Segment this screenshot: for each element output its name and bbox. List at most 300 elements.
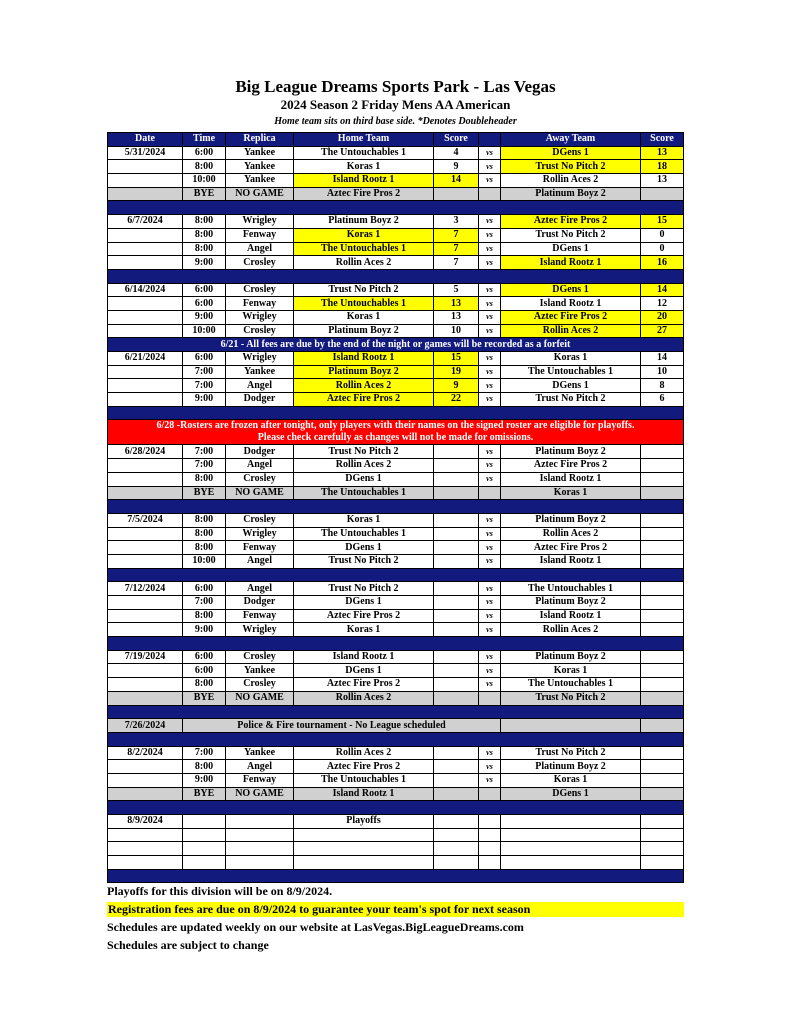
vs-label: vs <box>479 513 501 527</box>
empty-cell <box>641 719 684 733</box>
game-date <box>108 486 183 500</box>
field-name <box>226 815 294 829</box>
game-time: BYE <box>183 486 226 500</box>
away-score <box>641 623 684 637</box>
home-score <box>434 513 479 527</box>
home-score <box>434 828 479 842</box>
away-team: Island Rootz 1 <box>501 256 641 270</box>
home-score: 3 <box>434 215 479 229</box>
field-name: Yankee <box>226 160 294 174</box>
separator-row <box>108 637 684 651</box>
field-name: Crosley <box>226 256 294 270</box>
game-date <box>108 310 183 324</box>
home-team: The Untouchables 1 <box>294 527 434 541</box>
game-row <box>108 554 684 568</box>
game-time <box>183 815 226 829</box>
home-score: 7 <box>434 228 479 242</box>
header-row <box>108 133 684 147</box>
separator-row <box>108 732 684 746</box>
game-time: 7:00 <box>183 459 226 473</box>
away-team: The Untouchables 1 <box>501 365 641 379</box>
separator-row <box>108 201 684 215</box>
away-score: 6 <box>641 393 684 407</box>
field-name: NO GAME <box>226 187 294 201</box>
game-row <box>108 678 684 692</box>
game-time: 8:00 <box>183 228 226 242</box>
game-time: 9:00 <box>183 256 226 270</box>
vs-label <box>479 828 501 842</box>
home-team <box>294 842 434 856</box>
away-score <box>641 773 684 787</box>
col-away-team: Away Team <box>501 133 641 147</box>
game-time: 8:00 <box>183 678 226 692</box>
game-date: 8/9/2024 <box>108 815 183 829</box>
home-team: Rollin Aces 2 <box>294 379 434 393</box>
away-score: 10 <box>641 365 684 379</box>
away-score <box>641 527 684 541</box>
game-time: 7:00 <box>183 379 226 393</box>
home-team: Koras 1 <box>294 623 434 637</box>
vs-label: vs <box>479 596 501 610</box>
separator-cell <box>108 500 684 514</box>
home-team: The Untouchables 1 <box>294 773 434 787</box>
home-team: Aztec Fire Pros 2 <box>294 393 434 407</box>
away-team: DGens 1 <box>501 787 641 801</box>
game-date <box>108 393 183 407</box>
game-date <box>108 664 183 678</box>
home-score <box>434 596 479 610</box>
away-team <box>501 856 641 870</box>
away-score: 20 <box>641 310 684 324</box>
game-date: 6/14/2024 <box>108 283 183 297</box>
field-name: Dodger <box>226 596 294 610</box>
away-score <box>641 760 684 774</box>
home-team: Platinum Boyz 2 <box>294 365 434 379</box>
home-team: The Untouchables 1 <box>294 297 434 311</box>
away-score <box>641 445 684 459</box>
field-name: Fenway <box>226 228 294 242</box>
field-name: Wrigley <box>226 215 294 229</box>
game-time: 8:00 <box>183 215 226 229</box>
game-date: 6/28/2024 <box>108 445 183 459</box>
field-name: Angel <box>226 459 294 473</box>
vs-label: vs <box>479 146 501 160</box>
field-name: Fenway <box>226 297 294 311</box>
game-row <box>108 297 684 311</box>
away-team: Aztec Fire Pros 2 <box>501 541 641 555</box>
home-team: Aztec Fire Pros 2 <box>294 609 434 623</box>
vs-label: vs <box>479 393 501 407</box>
game-date <box>108 379 183 393</box>
home-score <box>434 472 479 486</box>
home-team: Trust No Pitch 2 <box>294 582 434 596</box>
away-team: DGens 1 <box>501 146 641 160</box>
home-score <box>434 187 479 201</box>
away-team: Platinum Boyz 2 <box>501 760 641 774</box>
home-score: 7 <box>434 242 479 256</box>
field-name: Fenway <box>226 773 294 787</box>
game-row <box>108 459 684 473</box>
away-score <box>641 187 684 201</box>
vs-label: vs <box>479 324 501 338</box>
field-name: Wrigley <box>226 310 294 324</box>
away-team: Trust No Pitch 2 <box>501 160 641 174</box>
away-score <box>641 472 684 486</box>
game-row <box>108 596 684 610</box>
col-vs <box>479 133 501 147</box>
schedule-note: Home team sits on third base side. *Denotes Doubleheader <box>274 116 517 127</box>
game-row <box>108 310 684 324</box>
away-score: 13 <box>641 146 684 160</box>
game-time: 9:00 <box>183 393 226 407</box>
away-score <box>641 815 684 829</box>
away-score: 14 <box>641 352 684 366</box>
home-score <box>434 678 479 692</box>
game-date <box>108 365 183 379</box>
game-date: 7/5/2024 <box>108 513 183 527</box>
home-team: The Untouchables 1 <box>294 146 434 160</box>
away-score <box>641 596 684 610</box>
tournament-text: Police & Fire tournament - No League scheduled <box>183 719 501 733</box>
roster-alert <box>108 420 684 445</box>
game-time: 10:00 <box>183 554 226 568</box>
vs-label <box>479 842 501 856</box>
game-date <box>108 554 183 568</box>
game-time: 6:00 <box>183 650 226 664</box>
home-team: Aztec Fire Pros 2 <box>294 760 434 774</box>
separator-cell <box>108 269 684 283</box>
game-time <box>183 842 226 856</box>
separator-cell <box>108 801 684 815</box>
game-row <box>108 609 684 623</box>
home-team: DGens 1 <box>294 664 434 678</box>
home-score: 5 <box>434 283 479 297</box>
away-team: Platinum Boyz 2 <box>501 187 641 201</box>
home-score: 10 <box>434 324 479 338</box>
game-date <box>108 760 183 774</box>
home-score <box>434 459 479 473</box>
away-score <box>641 828 684 842</box>
vs-label: vs <box>479 174 501 188</box>
home-team <box>294 828 434 842</box>
home-score <box>434 842 479 856</box>
vs-label: vs <box>479 445 501 459</box>
home-score: 4 <box>434 146 479 160</box>
col-date: Date <box>108 133 183 147</box>
game-time: 6:00 <box>183 283 226 297</box>
vs-label: vs <box>479 678 501 692</box>
away-score <box>641 787 684 801</box>
away-score <box>641 678 684 692</box>
away-team: Trust No Pitch 2 <box>501 228 641 242</box>
field-name <box>226 842 294 856</box>
away-score <box>641 746 684 760</box>
vs-label: vs <box>479 160 501 174</box>
game-row <box>108 256 684 270</box>
field-name: Angel <box>226 554 294 568</box>
page-subtitle: 2024 Season 2 Friday Mens AA American <box>280 97 511 112</box>
page-title: Big League Dreams Sports Park - Las Vegas <box>235 77 556 96</box>
vs-label <box>479 691 501 705</box>
game-time: 6:00 <box>183 297 226 311</box>
home-team: Koras 1 <box>294 228 434 242</box>
away-score <box>641 650 684 664</box>
away-team: Platinum Boyz 2 <box>501 445 641 459</box>
away-team: Trust No Pitch 2 <box>501 393 641 407</box>
game-date <box>108 541 183 555</box>
vs-label <box>479 856 501 870</box>
away-score <box>641 664 684 678</box>
home-score: 22 <box>434 393 479 407</box>
vs-label <box>479 486 501 500</box>
game-date <box>108 242 183 256</box>
home-team: Trust No Pitch 2 <box>294 283 434 297</box>
separator-row <box>108 269 684 283</box>
home-team: Trust No Pitch 2 <box>294 445 434 459</box>
game-date: 6/21/2024 <box>108 352 183 366</box>
game-time: 8:00 <box>183 527 226 541</box>
game-date <box>108 187 183 201</box>
field-name: Crosley <box>226 324 294 338</box>
game-row <box>108 160 684 174</box>
home-team: The Untouchables 1 <box>294 486 434 500</box>
field-name: Fenway <box>226 609 294 623</box>
home-team: DGens 1 <box>294 596 434 610</box>
game-row <box>108 541 684 555</box>
game-date <box>108 623 183 637</box>
away-team: Koras 1 <box>501 352 641 366</box>
away-score <box>641 842 684 856</box>
field-name: Angel <box>226 242 294 256</box>
game-row <box>108 215 684 229</box>
home-team: Aztec Fire Pros 2 <box>294 678 434 692</box>
home-team: Platinum Boyz 2 <box>294 215 434 229</box>
away-team: Island Rootz 1 <box>501 297 641 311</box>
field-name: Crosley <box>226 650 294 664</box>
roster-alert-line1: 6/28 -Rosters are frozen after tonight, only players with their names on the signed roster are eligible for playoffs. <box>156 420 635 432</box>
away-team <box>501 828 641 842</box>
home-score: 9 <box>434 160 479 174</box>
col-replica: Replica <box>226 133 294 147</box>
home-score <box>434 664 479 678</box>
home-score <box>434 623 479 637</box>
vs-label: vs <box>479 554 501 568</box>
game-date <box>108 160 183 174</box>
game-time: BYE <box>183 187 226 201</box>
vs-label: vs <box>479 215 501 229</box>
game-row <box>108 842 684 856</box>
game-date <box>108 472 183 486</box>
vs-label: vs <box>479 773 501 787</box>
game-date <box>108 678 183 692</box>
vs-label: vs <box>479 541 501 555</box>
away-team: Platinum Boyz 2 <box>501 650 641 664</box>
game-date <box>108 256 183 270</box>
game-row <box>108 379 684 393</box>
home-team <box>294 856 434 870</box>
schedule-table <box>107 132 684 883</box>
field-name: Crosley <box>226 472 294 486</box>
field-name <box>226 828 294 842</box>
home-score <box>434 760 479 774</box>
away-score <box>641 459 684 473</box>
vs-label: vs <box>479 650 501 664</box>
game-date <box>108 828 183 842</box>
away-team: DGens 1 <box>501 242 641 256</box>
field-name: Wrigley <box>226 527 294 541</box>
fee-notice: 6/21 - All fees are due by the end of the night or games will be recorded as a forfeit <box>108 338 684 352</box>
vs-label: vs <box>479 664 501 678</box>
vs-label <box>479 815 501 829</box>
roster-alert-line2: Please check carefully as changes will not be made for omissions. <box>257 432 534 444</box>
home-team: Rollin Aces 2 <box>294 256 434 270</box>
game-time: 10:00 <box>183 324 226 338</box>
home-team: Playoffs <box>294 815 434 829</box>
separator-cell <box>108 732 684 746</box>
away-team: Koras 1 <box>501 664 641 678</box>
home-score <box>434 541 479 555</box>
home-team: The Untouchables 1 <box>294 242 434 256</box>
empty-cell <box>501 719 641 733</box>
home-team: DGens 1 <box>294 472 434 486</box>
field-name: Yankee <box>226 746 294 760</box>
away-team: Platinum Boyz 2 <box>501 596 641 610</box>
away-team: Platinum Boyz 2 <box>501 513 641 527</box>
game-time: 9:00 <box>183 773 226 787</box>
home-score <box>434 815 479 829</box>
game-time: 9:00 <box>183 623 226 637</box>
away-team: Rollin Aces 2 <box>501 324 641 338</box>
game-date: 7/19/2024 <box>108 650 183 664</box>
separator-row <box>108 869 684 883</box>
away-score: 13 <box>641 174 684 188</box>
roster-alert-row <box>108 420 684 445</box>
vs-label: vs <box>479 310 501 324</box>
game-date <box>108 596 183 610</box>
away-team: Koras 1 <box>501 773 641 787</box>
schedule-body <box>108 146 684 883</box>
away-score <box>641 582 684 596</box>
vs-label: vs <box>479 365 501 379</box>
separator-row <box>108 705 684 719</box>
vs-label: vs <box>479 609 501 623</box>
away-score <box>641 691 684 705</box>
home-team: Platinum Boyz 2 <box>294 324 434 338</box>
away-team: Trust No Pitch 2 <box>501 746 641 760</box>
game-row <box>108 650 684 664</box>
separator-cell <box>108 568 684 582</box>
home-score: 9 <box>434 379 479 393</box>
home-score: 13 <box>434 297 479 311</box>
field-name: NO GAME <box>226 486 294 500</box>
home-score: 15 <box>434 352 479 366</box>
game-time: 6:00 <box>183 352 226 366</box>
home-team: Koras 1 <box>294 160 434 174</box>
away-score: 0 <box>641 228 684 242</box>
home-team: Island Rootz 1 <box>294 787 434 801</box>
game-row <box>108 174 684 188</box>
away-team: Aztec Fire Pros 2 <box>501 459 641 473</box>
separator-row <box>108 568 684 582</box>
home-team: Island Rootz 1 <box>294 650 434 664</box>
vs-label: vs <box>479 297 501 311</box>
vs-label: vs <box>479 352 501 366</box>
away-score <box>641 486 684 500</box>
game-date <box>108 842 183 856</box>
home-score <box>434 787 479 801</box>
away-score: 15 <box>641 215 684 229</box>
col-time: Time <box>183 133 226 147</box>
field-name: Angel <box>226 379 294 393</box>
game-time: 6:00 <box>183 146 226 160</box>
field-name: NO GAME <box>226 787 294 801</box>
game-time <box>183 828 226 842</box>
away-score <box>641 856 684 870</box>
field-name: Yankee <box>226 365 294 379</box>
home-score <box>434 609 479 623</box>
game-time: 8:00 <box>183 609 226 623</box>
home-score <box>434 486 479 500</box>
field-name: Crosley <box>226 513 294 527</box>
away-score <box>641 609 684 623</box>
game-date <box>108 297 183 311</box>
bye-row <box>108 787 684 801</box>
away-team: Rollin Aces 2 <box>501 527 641 541</box>
vs-label: vs <box>479 242 501 256</box>
home-score: 13 <box>434 310 479 324</box>
vs-label <box>479 187 501 201</box>
vs-label: vs <box>479 228 501 242</box>
field-name: Fenway <box>226 541 294 555</box>
field-name: Yankee <box>226 664 294 678</box>
vs-label: vs <box>479 623 501 637</box>
game-row <box>108 664 684 678</box>
game-row <box>108 582 684 596</box>
home-score <box>434 856 479 870</box>
col-home-team: Home Team <box>294 133 434 147</box>
field-name: Dodger <box>226 445 294 459</box>
game-date: 6/7/2024 <box>108 215 183 229</box>
bye-row <box>108 691 684 705</box>
away-team: Island Rootz 1 <box>501 554 641 568</box>
home-score: 19 <box>434 365 479 379</box>
away-score: 18 <box>641 160 684 174</box>
away-team: Trust No Pitch 2 <box>501 691 641 705</box>
field-name: Yankee <box>226 146 294 160</box>
game-time: 6:00 <box>183 582 226 596</box>
field-name: NO GAME <box>226 691 294 705</box>
game-time: 6:00 <box>183 664 226 678</box>
home-team: DGens 1 <box>294 541 434 555</box>
change-note: Schedules are subject to change <box>107 938 269 952</box>
vs-label: vs <box>479 472 501 486</box>
vs-label: vs <box>479 582 501 596</box>
game-row <box>108 815 684 829</box>
field-name: Wrigley <box>226 623 294 637</box>
away-team: Aztec Fire Pros 2 <box>501 215 641 229</box>
playoffs-note: Playoffs for this division will be on 8/9/2024. <box>107 884 333 898</box>
game-date <box>108 527 183 541</box>
home-team: Island Rootz 1 <box>294 352 434 366</box>
game-date <box>108 787 183 801</box>
separator-cell <box>108 201 684 215</box>
home-score <box>434 691 479 705</box>
away-team: The Untouchables 1 <box>501 678 641 692</box>
vs-label: vs <box>479 527 501 541</box>
vs-label <box>479 787 501 801</box>
game-row <box>108 146 684 160</box>
vs-label: vs <box>479 760 501 774</box>
